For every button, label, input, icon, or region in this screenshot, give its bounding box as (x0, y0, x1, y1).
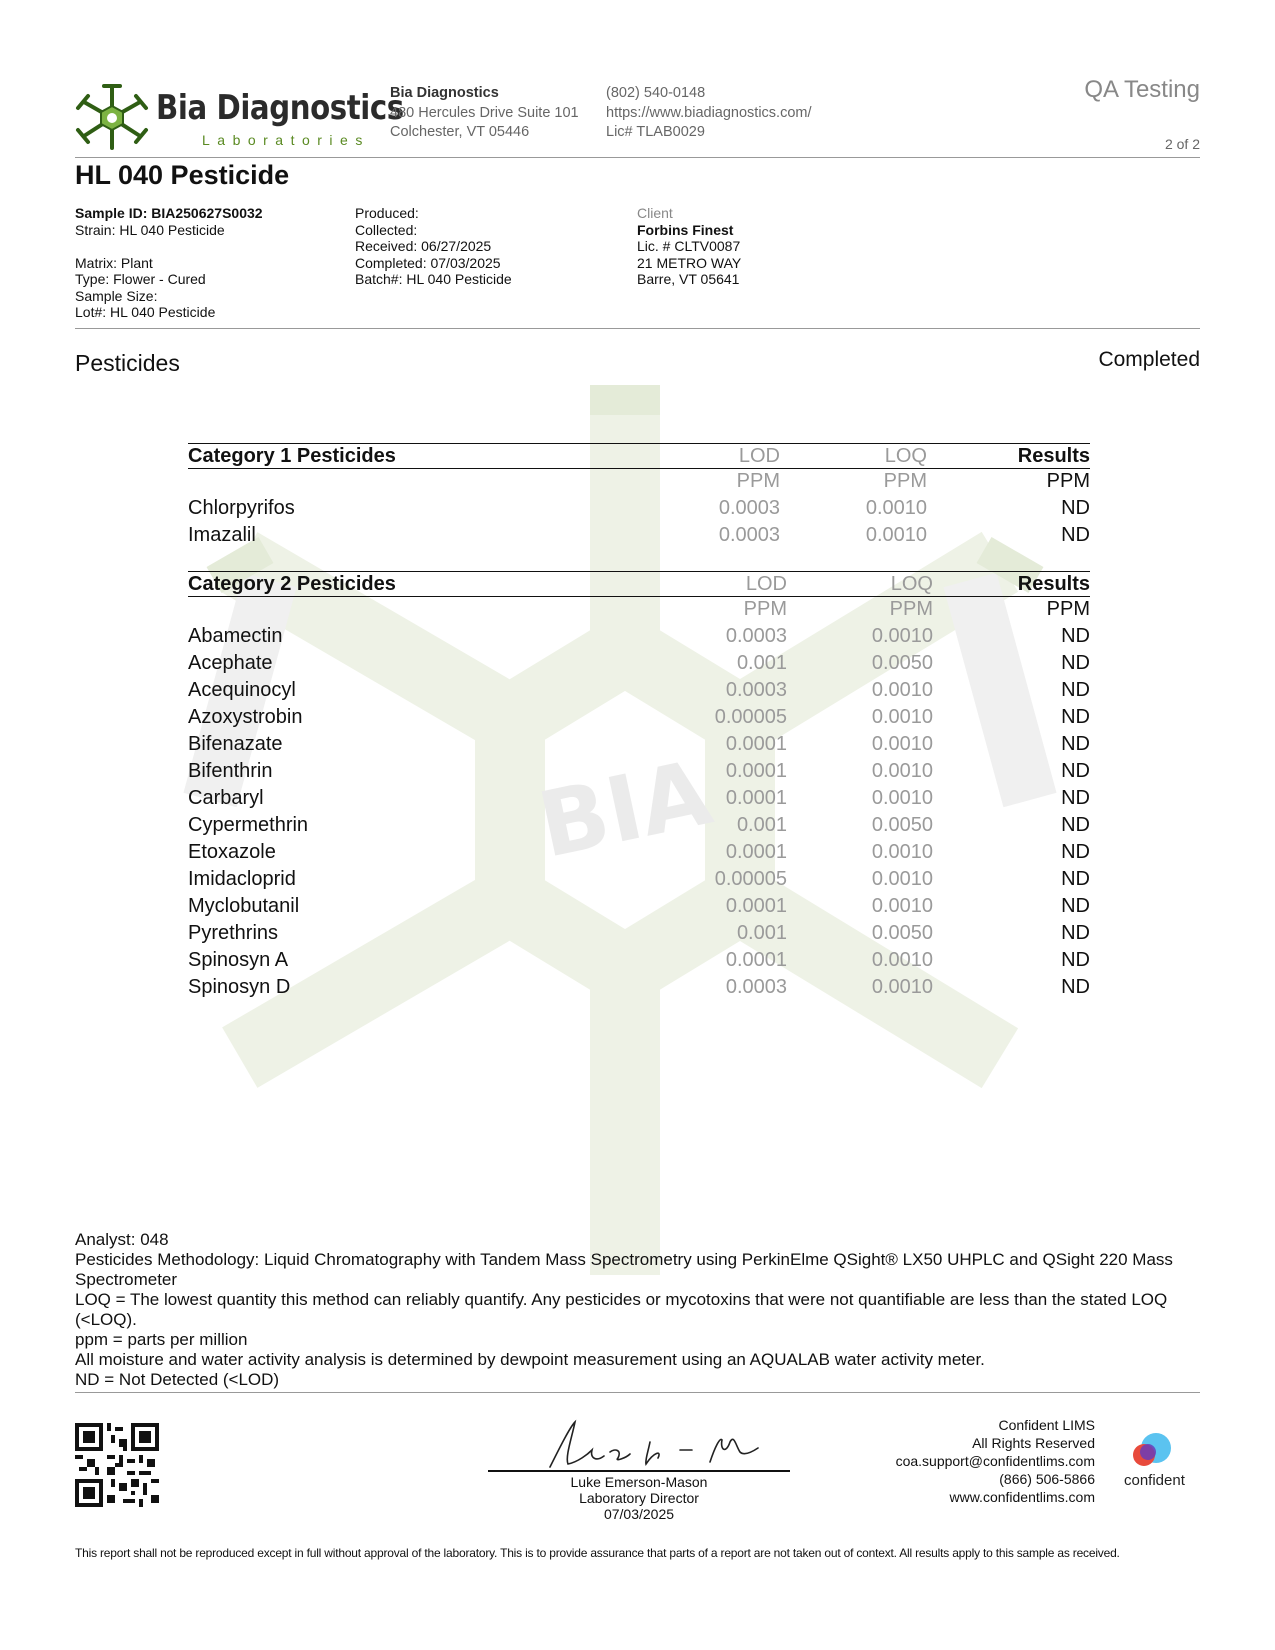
header-divider (75, 157, 1200, 158)
table-row (188, 522, 1090, 549)
units-row (188, 469, 1090, 495)
lab-address-line2: Colchester, VT 05446 (390, 124, 530, 140)
analyte-name: Imidacloprid (188, 868, 296, 890)
lod-value: 0.0001 (725, 841, 787, 863)
loq-value: 0.0050 (871, 814, 933, 836)
lims-website[interactable]: www.confidentlims.com (949, 1489, 1095, 1505)
loq-header: LOQ (890, 573, 933, 595)
lims-rights: All Rights Reserved (972, 1435, 1095, 1451)
lab-info (390, 84, 579, 143)
sample-strain: Strain: HL 040 Pesticide (75, 221, 225, 238)
table-row (188, 650, 1090, 677)
lod-header: LOD (738, 445, 780, 467)
loq-unit: PPM (889, 598, 933, 620)
loq-value: 0.0050 (871, 652, 933, 674)
result-value: ND (1061, 497, 1090, 519)
lod-value: 0.001 (736, 652, 787, 674)
loq-value: 0.0010 (871, 760, 933, 782)
table-row (188, 623, 1090, 650)
category1-table (188, 443, 1090, 549)
result-value: ND (1061, 706, 1090, 728)
lab-website[interactable]: https://www.biadiagnostics.com/ (606, 104, 812, 121)
sample-title: HL 040 Pesticide (75, 160, 290, 190)
analyte-name: Myclobutanil (188, 895, 300, 917)
result-value: ND (1061, 976, 1090, 998)
analyte-name: Bifenazate (188, 733, 283, 755)
table-row (188, 839, 1090, 866)
logo-name: Bia Diagnostics (156, 88, 404, 128)
results-header: Results (1017, 573, 1090, 595)
client-name: Forbins Finest (637, 221, 734, 238)
signature-line (488, 1470, 790, 1472)
result-value: ND (1061, 679, 1090, 701)
loq-value: 0.0010 (871, 706, 933, 728)
analyte-name: Spinosyn D (188, 976, 291, 998)
lims-phone: (866) 506-5866 (999, 1471, 1095, 1487)
lod-value: 0.0003 (725, 625, 787, 647)
result-value: ND (1061, 895, 1090, 917)
result-value: ND (1061, 524, 1090, 546)
analyte-name: Imazalil (188, 524, 256, 546)
client-address-line2: Barre, VT 05641 (637, 271, 740, 287)
table-row (188, 812, 1090, 839)
client-license: Lic. # CLTV0087 (637, 238, 741, 254)
result-value: ND (1061, 949, 1090, 971)
sample-dates (355, 205, 512, 288)
analyte-name: Spinosyn A (188, 949, 289, 971)
confident-logo-text: confident (1124, 1472, 1185, 1489)
lab-name: Bia Diagnostics (390, 85, 499, 101)
loq-value: 0.0010 (865, 497, 927, 519)
lod-value: 0.001 (736, 814, 787, 836)
signature-date: 07/03/2025 (603, 1506, 675, 1522)
qr-code-icon[interactable] (75, 1423, 159, 1507)
loq-header: LOQ (884, 445, 927, 467)
loq-value: 0.0010 (871, 679, 933, 701)
bia-logo (74, 82, 404, 154)
received-date: Received: 06/27/2025 (355, 238, 492, 254)
lod-value: 0.0001 (725, 733, 787, 755)
result-value: ND (1061, 922, 1090, 944)
analyte-name: Carbaryl (188, 787, 264, 809)
loq-value: 0.0010 (865, 524, 927, 546)
signer-name: Luke Emerson-Mason (570, 1474, 708, 1490)
analyte-name: Azoxystrobin (188, 706, 303, 728)
result-value: ND (1061, 652, 1090, 674)
result-value: ND (1061, 841, 1090, 863)
loq-note: LOQ = The lowest quantity this method can reliably quantify. Any pesticides or mycotoxins that were not quantifiable are less than the stated LOQ (<LOQ). (75, 1290, 1168, 1329)
sample-lot: Lot#: HL 040 Pesticide (75, 304, 216, 320)
client-info (637, 205, 741, 288)
signer-block (488, 1474, 790, 1522)
sample-matrix: Matrix: Plant (75, 254, 153, 271)
lod-header: LOD (745, 573, 787, 595)
confident-logo-icon (1120, 1432, 1180, 1472)
lod-value: 0.0003 (718, 497, 780, 519)
lims-name: Confident LIMS (998, 1417, 1095, 1433)
loq-value: 0.0010 (871, 787, 933, 809)
methodology-notes (75, 1230, 1205, 1390)
category1-title: Category 1 Pesticides (188, 445, 396, 467)
lod-value: 0.0001 (725, 895, 787, 917)
lab-phone: (802) 540-0148 (606, 85, 706, 101)
loq-value: 0.0010 (871, 733, 933, 755)
completed-date: Completed: 07/03/2025 (355, 254, 501, 271)
table-row (188, 758, 1090, 785)
analyte-name: Bifenthrin (188, 760, 273, 782)
table-row (188, 704, 1090, 731)
moisture-note: All moisture and water activity analysis is determined by dewpoint measurement using an AQUALAB water activity meter. (75, 1350, 985, 1369)
confident-logo (1120, 1432, 1210, 1492)
sample-details (75, 205, 263, 321)
lims-info (896, 1416, 1095, 1506)
lod-value: 0.0001 (725, 787, 787, 809)
disclaimer: This report shall not be reproduced except in full without approval of the laboratory. This is to provide assurance that parts of a report are not taken out of context. All results apply to this sample as received. (75, 1546, 1120, 1560)
analyte-name: Pyrethrins (188, 922, 279, 944)
lab-address-line1: 480 Hercules Drive Suite 101 (390, 104, 579, 121)
section-status: Completed (1098, 348, 1200, 371)
lims-email[interactable]: coa.support@confidentlims.com (895, 1453, 1095, 1469)
result-value: ND (1061, 625, 1090, 647)
result-value: ND (1061, 733, 1090, 755)
analyte-name: Etoxazole (188, 841, 276, 863)
table-row (188, 893, 1090, 920)
result-value: ND (1061, 868, 1090, 890)
sample-divider (75, 328, 1200, 329)
sample-size: Sample Size: (75, 287, 158, 304)
loq-value: 0.0010 (871, 625, 933, 647)
loq-value: 0.0010 (871, 895, 933, 917)
loq-value: 0.0050 (871, 922, 933, 944)
lod-value: 0.00005 (714, 706, 787, 728)
analyte-name: Acequinocyl (188, 679, 296, 701)
sample-id: Sample ID: BIA250627S0032 (75, 205, 263, 221)
produced-date: Produced: (355, 205, 419, 221)
doc-type-title: QA Testing (1084, 76, 1200, 103)
logo-subtitle: Laboratories (202, 132, 370, 148)
client-address-line1: 21 METRO WAY (637, 254, 742, 271)
category2-table (188, 571, 1090, 1001)
loq-value: 0.0010 (871, 949, 933, 971)
lod-unit: PPM (743, 598, 787, 620)
analyte-name: Chlorpyrifos (188, 497, 295, 519)
lab-license: Lic# TLAB0029 (606, 124, 705, 140)
table-row (188, 947, 1090, 974)
analyte-name: Abamectin (188, 625, 283, 647)
lod-value: 0.0001 (725, 760, 787, 782)
result-value: ND (1061, 814, 1090, 836)
table-row (188, 785, 1090, 812)
table-row (188, 920, 1090, 947)
analyst-note: Analyst: 048 (75, 1230, 169, 1249)
lod-value: 0.001 (736, 922, 787, 944)
page-number: 2 of 2 (1164, 136, 1200, 152)
results-unit: PPM (1046, 598, 1090, 620)
table-row (188, 495, 1090, 522)
lod-value: 0.00005 (714, 868, 787, 890)
lod-value: 0.0003 (718, 524, 780, 546)
methodology-note: Pesticides Methodology: Liquid Chromatography with Tandem Mass Spectrometry using PerkinElme QSight® LX50 UHPLC and QSight 220 Mass Spectrometer (75, 1250, 1173, 1289)
sample-type: Type: Flower - Cured (75, 271, 206, 287)
category2-header (188, 571, 1090, 597)
footer-divider (75, 1392, 1200, 1393)
result-value: ND (1061, 760, 1090, 782)
table-row (188, 974, 1090, 1001)
signature-icon (530, 1412, 760, 1472)
results-header: Results (1017, 445, 1090, 467)
svg-text:BIA: BIA (529, 740, 720, 879)
bia-molecule-icon (74, 82, 150, 154)
batch-number: Batch#: HL 040 Pesticide (355, 271, 512, 287)
table-row (188, 677, 1090, 704)
result-value: ND (1061, 787, 1090, 809)
lod-value: 0.0003 (725, 976, 787, 998)
category1-header (188, 443, 1090, 469)
lab-contact (606, 84, 812, 143)
collected-date: Collected: (355, 221, 418, 238)
table-row (188, 866, 1090, 893)
analyte-name: Acephate (188, 652, 273, 674)
signer-title: Laboratory Director (579, 1490, 699, 1506)
analyte-name: Cypermethrin (188, 814, 309, 836)
client-label: Client (637, 205, 673, 221)
loq-value: 0.0010 (871, 868, 933, 890)
nd-note: ND = Not Detected (<LOD) (75, 1370, 280, 1389)
units-row (188, 597, 1090, 623)
section-title: Pesticides (75, 350, 180, 376)
lod-value: 0.0003 (725, 679, 787, 701)
loq-unit: PPM (883, 470, 927, 492)
loq-value: 0.0010 (871, 976, 933, 998)
category2-title: Category 2 Pesticides (188, 573, 396, 595)
results-unit: PPM (1046, 470, 1090, 492)
lod-value: 0.0001 (725, 949, 787, 971)
lod-unit: PPM (736, 470, 780, 492)
table-row (188, 731, 1090, 758)
ppm-note: ppm = parts per million (75, 1330, 248, 1349)
loq-value: 0.0010 (871, 841, 933, 863)
